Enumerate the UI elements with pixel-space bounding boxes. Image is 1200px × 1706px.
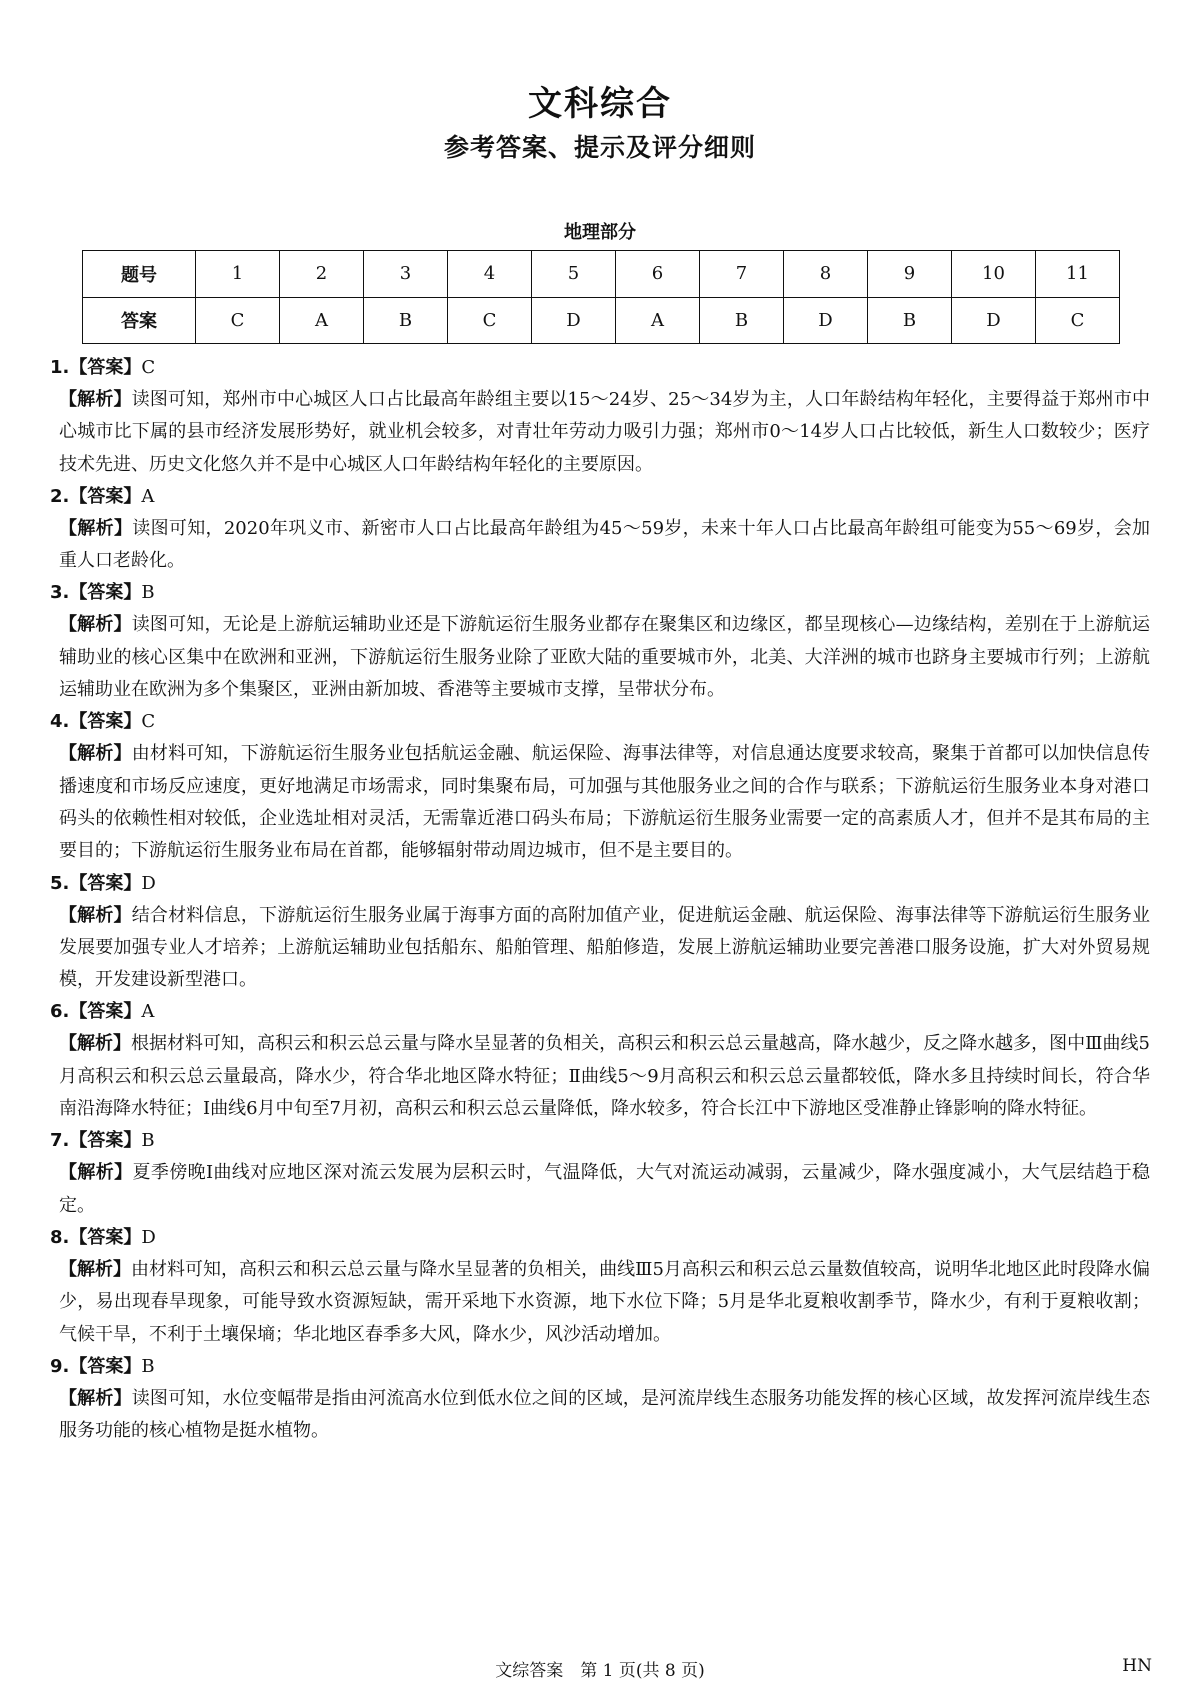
answer-label: 【答案】: [69, 711, 142, 733]
explanation: [50, 384, 1150, 481]
question-number: 1: [196, 251, 280, 298]
item-number: 7.: [50, 1130, 70, 1152]
question-number: 7: [700, 251, 784, 298]
page-subtitle: 参考答案、提示及评分细则: [443, 133, 756, 162]
answer-value: D: [141, 872, 156, 894]
answer-table: [82, 250, 1120, 344]
explanation-label: 【解析】: [59, 1387, 132, 1409]
question-number-row: [83, 251, 1120, 298]
answer-label: 【答案】: [69, 485, 142, 507]
item-number: 6.: [50, 1001, 70, 1023]
section-title: 地理部分: [564, 222, 636, 243]
answer-value: B: [141, 1355, 155, 1377]
answer-cell: D: [952, 297, 1036, 344]
answer-line: [50, 706, 1150, 738]
explanation-text: 读图可知，郑州市中心城区人口占比最高年龄组主要以15～24岁、25～34岁为主，人口年龄结构年轻化，主要得益于郑州市中心城市比下属的县市经济发展形势好，就业机会较多，对青壮年劳动力吸引力强；郑州市0～14岁人口占比较低，新生人口数较少；医疗技术先进、历史文化悠久并不是中心城区人口年龄结构年轻化的主要原因。: [59, 389, 1150, 475]
question-number: 3: [364, 251, 448, 298]
explanation-label: 【解析】: [59, 389, 132, 410]
explanation-text: 读图可知，水位变幅带是指由河流高水位到低水位之间的区域，是河流岸线生态服务功能发挥的核心区域，故发挥河流岸线生态服务功能的核心植物是挺水植物。: [59, 1387, 1150, 1442]
question-number: 2: [280, 251, 364, 298]
item-number: 5.: [50, 872, 70, 894]
answer-line: [50, 996, 1150, 1028]
explanation: [50, 1157, 1150, 1222]
question-item-9: [50, 1351, 1150, 1448]
explanation-text: 结合材料信息，下游航运衍生服务业属于海事方面的高附加值产业，促进航运金融、航运保险、海事法律等下游航运衍生服务业发展要加强专业人才培养；上游航运辅助业包括船东、船舶管理、船舶修造，发展上游航运辅助业要完善港口服务设施，扩大对外贸易规模，开发建设新型港口。: [59, 904, 1150, 991]
question-number: 6: [616, 251, 700, 298]
question-number: 4: [448, 251, 532, 298]
answer-label: 【答案】: [69, 872, 142, 894]
question-number: 9: [868, 251, 952, 298]
answer-cell: C: [1036, 297, 1120, 344]
answer-value: B: [141, 1130, 155, 1152]
explanation: [50, 609, 1150, 706]
question-item-2: [50, 481, 1150, 578]
explanation-label: 【解析】: [59, 614, 132, 636]
explanation-label: 【解析】: [59, 1258, 132, 1280]
question-item-8: [50, 1222, 1150, 1351]
explanation-text: 根据材料可知，高积云和积云总云量与降水呈显著的负相关，高积云和积云总云量越高，降水越少，反之降水越多，图中Ⅲ曲线5月高积云和积云总云量最高，降水少，符合华北地区降水特征；Ⅱ曲线5～9月高积云和积云总云量都较低，降水多且持续时间长，符合华南沿海降水特征；Ⅰ曲线6月中旬至7月初，高积云和积云总云量降低，降水较多，符合长江中下游地区受准静止锋影响的降水特征。: [59, 1033, 1150, 1120]
explanations: [50, 352, 1150, 1447]
explanation-label: 【解析】: [59, 1162, 133, 1184]
explanation-text: 由材料可知，下游航运衍生服务业包括航运金融、航运保险、海事法律等，对信息通达度要求较高，聚集于首都可以加快信息传播速度和市场反应速度，更好地满足市场需求，同时集聚布局，可加强与其他服务业之间的合作与联系；下游航运衍生服务业本身对港口码头的依赖性相对较低，企业选址相对灵活，无需靠近港口码头布局；下游航运衍生服务业需要一定的高素质人才，但并不是其布局的主要目的；下游航运衍生服务业布局在首都，能够辐射带动周边城市，但不是主要目的。: [59, 743, 1150, 862]
explanation-text: 读图可知，2020年巩义市、新密市人口占比最高年龄组为45～59岁，未来十年人口占比最高年龄组可能变为55～69岁，会加重人口老龄化。: [59, 517, 1151, 572]
explanation-label: 【解析】: [59, 904, 132, 926]
answer-label: 【答案】: [69, 1355, 142, 1377]
explanation: [50, 513, 1150, 578]
answer-line: [50, 577, 1150, 609]
item-number: 1.: [50, 357, 70, 378]
question-item-6: [50, 996, 1150, 1125]
answer-value: A: [141, 1001, 155, 1023]
answer-label: 【答案】: [69, 1130, 142, 1152]
answer-label: 【答案】: [69, 1001, 142, 1023]
item-number: 3.: [50, 582, 70, 604]
question-number: 10: [952, 251, 1036, 298]
row-label-answer: 答案: [83, 297, 196, 344]
explanation-label: 【解析】: [59, 517, 133, 539]
row-label-number: 题号: [83, 251, 196, 298]
page-title: 文科综合: [528, 84, 672, 124]
answer-line: [50, 1222, 1150, 1254]
answer-line: [50, 1125, 1150, 1157]
explanation-text: 夏季傍晚Ⅰ曲线对应地区深对流云发展为层积云时，气温降低，大气对流运动减弱，云量减少，降水强度减小，大气层结趋于稳定。: [59, 1162, 1150, 1216]
answer-cell: A: [280, 297, 364, 344]
explanation: [50, 900, 1150, 997]
explanation-text: 由材料可知，高积云和积云总云量与降水呈显著的负相关，曲线Ⅲ5月高积云和积云总云量数值较高，说明华北地区此时段降水偏少，易出现春旱现象，可能导致水资源短缺，需开采地下水资源，地下水位下降；5月是华北夏粮收割季节，降水少，有利于夏粮收割；气候干旱，不利于土壤保墒；华北地区春季多大风，降水少，风沙活动增加。: [59, 1258, 1150, 1345]
answer-value: C: [141, 711, 156, 733]
question-number: 11: [1036, 251, 1120, 298]
question-item-7: [50, 1125, 1150, 1222]
answer-cell: B: [868, 297, 952, 344]
item-number: 4.: [50, 711, 70, 733]
answer-cell: C: [448, 297, 532, 344]
answer-value: B: [141, 582, 155, 604]
item-number: 9.: [50, 1355, 70, 1377]
answer-line: [50, 1351, 1150, 1383]
question-item-1: [50, 352, 1150, 481]
answer-line: [50, 868, 1150, 900]
region-code: HN: [1122, 1656, 1152, 1676]
item-number: 8.: [50, 1226, 70, 1248]
explanation-label: 【解析】: [59, 743, 132, 765]
explanation-label: 【解析】: [59, 1033, 132, 1055]
answer-row: [83, 297, 1120, 344]
page-footer: 文综答案 第 1 页(共 8 页): [495, 1661, 705, 1681]
item-number: 2.: [50, 485, 70, 507]
answer-line: [50, 352, 1150, 384]
question-item-5: [50, 868, 1150, 997]
explanation: [50, 1028, 1150, 1125]
answer-value: D: [141, 1226, 156, 1248]
explanation: [50, 738, 1150, 867]
answer-label: 【答案】: [69, 357, 142, 378]
question-item-4: [50, 706, 1150, 867]
answer-label: 【答案】: [69, 582, 142, 604]
answer-cell: C: [196, 297, 280, 344]
answer-cell: D: [784, 297, 868, 344]
answer-label: 【答案】: [69, 1226, 142, 1248]
explanation: [50, 1254, 1150, 1351]
explanation: [50, 1383, 1150, 1448]
answer-cell: B: [700, 297, 784, 344]
answer-line: [50, 481, 1150, 513]
explanation-text: 读图可知，无论是上游航运辅助业还是下游航运衍生服务业都存在聚集区和边缘区，都呈现核心—边缘结构，差别在于上游航运辅助业的核心区集中在欧洲和亚洲，下游航运衍生服务业除了亚欧大陆的重要城市外，北美、大洋洲的城市也跻身主要城市行列；上游航运辅助业在欧洲为多个集聚区，亚洲由新加坡、香港等主要城市支撑，呈带状分布。: [59, 614, 1150, 701]
answer-cell: B: [364, 297, 448, 344]
question-number: 5: [532, 251, 616, 298]
answer-cell: D: [532, 297, 616, 344]
answer-cell: A: [616, 297, 700, 344]
question-number: 8: [784, 251, 868, 298]
question-item-3: [50, 577, 1150, 706]
answer-value: A: [141, 485, 155, 507]
answer-value: C: [141, 357, 156, 378]
